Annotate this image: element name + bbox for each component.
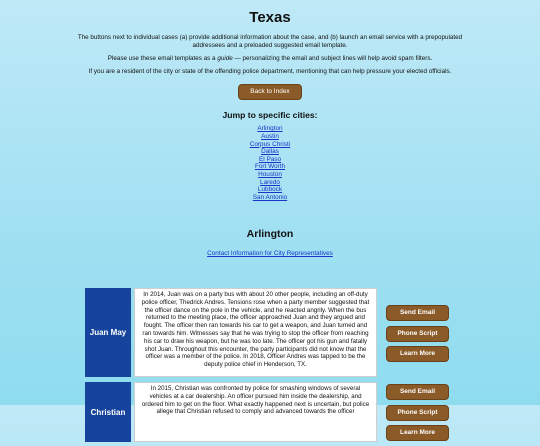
intro-paragraph-2 [70,55,470,63]
city-link-corpus-christi[interactable]: Corpus Christi [249,140,291,148]
page-title: Texas [249,9,291,26]
city-link-dallas[interactable]: Dallas [261,148,279,156]
city-list [0,125,540,201]
intro-text [0,34,540,75]
case-actions [386,384,449,446]
case-actions [386,305,449,367]
page [0,9,540,436]
intro-paragraph-1: The buttons next to individual cases (a) provide additional information about the case, and (b) launch an email service with a prepopulated addressees and a preloaded suggested email template. [77,34,463,49]
intro-paragraph-2-before: Please use these email templates as a [107,55,218,63]
case-story: In 2015, Christian was confronted by police for smashing windows of several vehicles at a car dealership. An officer pursued him inside the dealership, and ordered him to get on the floor. What exactly happened next is uncertain, but police allege that Christian refused to comply and advanced towards the officer [134,382,377,442]
intro-paragraph-3: If you are a resident of the city or state of the offending police department, mentioning that can help pressure your elected officials. [88,67,452,75]
city-link-san-antonio[interactable]: San Antonio [252,193,288,201]
jump-title: Jump to specific cities: [222,110,318,121]
send-email-button[interactable]: Send Email [386,384,449,400]
city-link-austin[interactable]: Austin [261,132,279,140]
send-email-button[interactable]: Send Email [386,305,449,321]
city-link-arlington[interactable]: Arlington [257,125,283,133]
learn-more-button[interactable]: Learn More [386,425,449,441]
case-name: Juan May [85,288,131,377]
back-to-index-button[interactable]: Back to Index [238,84,302,100]
learn-more-button[interactable]: Learn More [386,346,449,362]
case-story: In 2014, Juan was on a party bus with about 20 other people, including an off-duty police officer, Thedrick Andres. Tensions rose when a party member suggested that the officer dance on the pole in the vehicle, and he reacted angrily. When the bus returned to the meeting place, the officer approached Juan and they argued and fought. The officer then ran towards his car to get a weapon, and Juan turned and ran towards him. Witnesses say that he was trying to stop the officer from reaching his car to draw his weapon, but he was too late. The officer got his gun and fatally shot Juan. Throughout this encounter, the party participants did not know that the officer was a member of the police. In 2018, Officer Andres was tapped to be the deputy police chief in Henderson, TX. [134,288,377,377]
section-title: Arlington [246,228,294,241]
city-link-laredo[interactable]: Laredo [260,178,280,186]
phone-script-button[interactable]: Phone Script [386,326,449,342]
city-link-fort-worth[interactable]: Fort Worth [254,163,286,171]
city-link-lubbock[interactable]: Lubbock [257,186,283,194]
city-link-houston[interactable]: Houston [258,170,282,178]
case-name: Christian [85,382,131,442]
contact-info-link[interactable]: Contact Information for City Representatives [207,250,333,258]
case-card [85,382,377,442]
intro-paragraph-2-emphasis: guide [217,55,233,63]
phone-script-button[interactable]: Phone Script [386,405,449,421]
case-card [85,288,377,377]
intro-paragraph-2-after: — personalizing the email and subject lines will help avoid spam filters. [232,55,433,63]
city-link-el-paso[interactable]: El Paso [258,155,282,163]
